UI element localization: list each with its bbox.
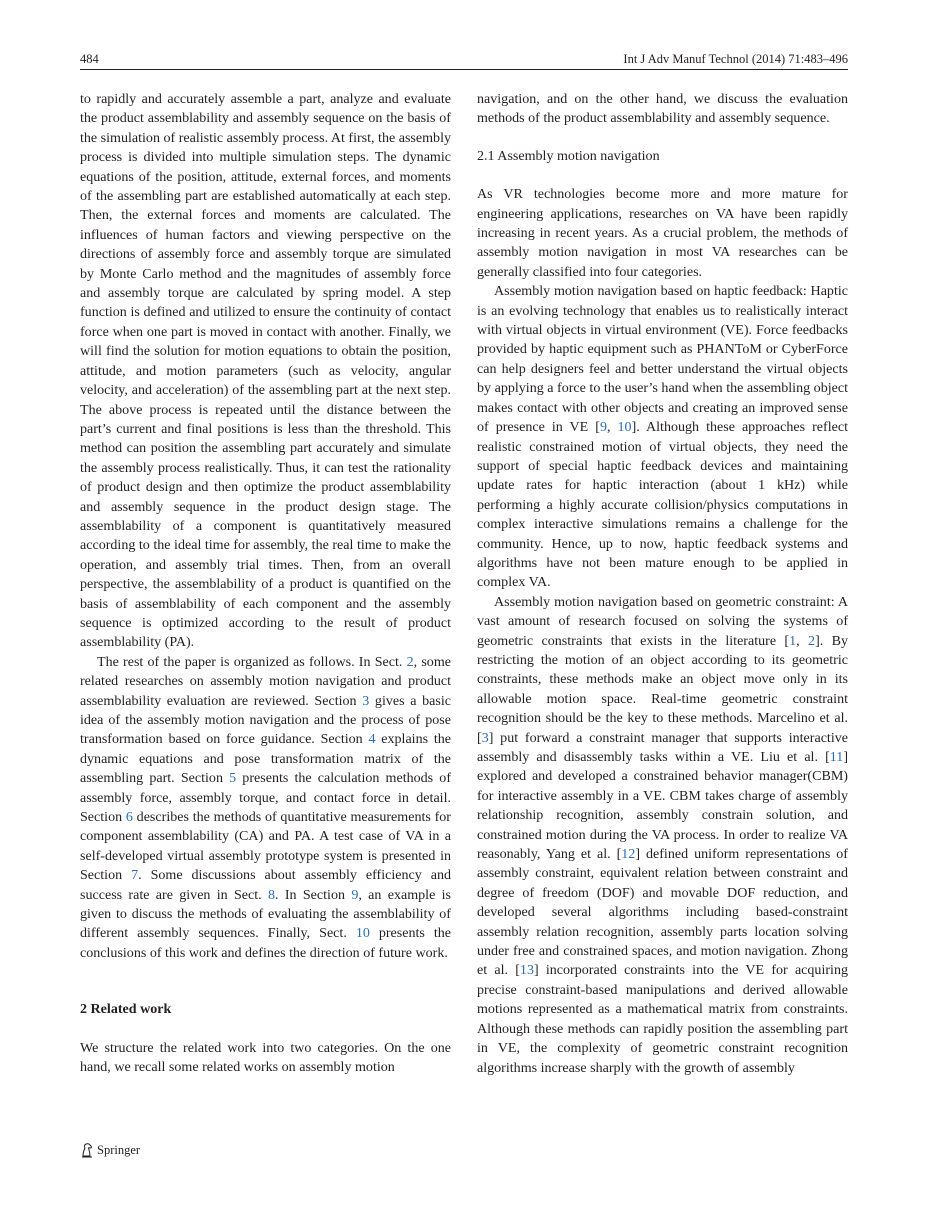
text-run: , [796, 632, 809, 649]
right-paragraph-2: As VR technologies become more and more mature for engineering applications, researches on VA have been rapidly increasing in recent years. As a crucial problem, the methods of assembly motion navigation in most VA researches can be generally classified into four categories. [477, 186, 848, 280]
section-ref-8[interactable]: 8 [268, 886, 276, 903]
citation-ref-13[interactable]: 13 [519, 962, 534, 979]
text-run: explains the dynamic equations and pose transformation matrix of the assembling part. Section [80, 731, 451, 787]
citation-ref-9[interactable]: 9 [599, 419, 607, 436]
text-run: The rest of the paper is organized as follows. In Sect. [97, 653, 407, 670]
journal-citation: Int J Adv Manuf Technol (2014) 71:483–496 [623, 52, 848, 66]
text-run: , some related researches on assembly motion navigation and product assemblability evaluation are reviewed. Section [80, 653, 451, 709]
header-rule [80, 69, 848, 70]
text-run: presents the conclusions of this work and defines the direction of future work. [80, 925, 451, 961]
text-run: ] incorporated constraints into the VE for acquiring precise constraint-based manipulations and derived allowable motions represented as a mathematical matrix from constraints. Although these methods can rapidly position the assembling part in VE, the complexity of geometric constraint recognition algorithms increase sharply with the growth of assembly [477, 962, 848, 1076]
left-paragraph-2 [80, 653, 451, 964]
section-ref-6[interactable]: 6 [125, 809, 133, 826]
text-run: presents the calculation methods of assembly force, assembly torque, and contact force in detail. Section [80, 770, 451, 826]
left-paragraph-1: to rapidly and accurately assemble a part, analyze and evaluate the product assemblability and assembly sequence on the basis of the simulation of realistic assembly process. At first, the assembly process is divided into multiple simulation steps. The dynamic equations of the position, attitude, external forces, and moments of the assembling part are established automatically at each step. Then, the external forces and moments are calculated. The influences of human factors and viewing perspective on the directions of assembly force and assembly torque are simulated by Monte Carlo method and the magnitudes of assembly force and assembly torque are calculated by spring model. A step function is defined and utilized to ensure the continuity of contact force when one part is moved in contact with another. Finally, we will find the solution for motion equations to obtain the position, attitude, and motion parameters (such as velocity, angular velocity, and acceleration) of the assembling part at the next step. The above process is repeated until the distance between the part’s current and final positions is less than the threshold. This method can position the assembling part accurately and simulate the assembly process realistically. Thus, it can test the rationality of product design and then optimize the product assemblability and assembly sequence in the product design stage. The assemblability of a component is quantitatively measured according to the ideal time for assembly, the real time to make the operation, and assembly trial times. Then, from an overall perspective, the assemblability of a product is quantified on the basis of assemblability of each component and the assembly sequence is optimized according to the result of product assemblability (PA). [80, 91, 452, 651]
text-run: Assembly motion navigation based on haptic feedback: Haptic is an evolving technology that enables us to realistically interact with virtual objects in virtual environment (VE). Force feedbacks provided by haptic equipment such as PHANToM or CyberForce can help designers feel and better understand the virtual objects by applying a force to the user’s hand when the assembling object makes contact with other objects and creating an improved sense of presence in VE [ [477, 283, 848, 436]
section-ref-2[interactable]: 2 [406, 653, 414, 670]
citation-ref-12[interactable]: 12 [621, 846, 636, 863]
text-run: Assembly motion navigation based on geometric constraint: A vast amount of research focused on solving the systems of geometric constraints that exists in the literature [ [477, 593, 848, 649]
page-number: 484 [80, 52, 99, 66]
citation-ref-11[interactable]: 11 [829, 749, 844, 765]
citation-ref-3[interactable]: 3 [481, 729, 489, 746]
page-footer [80, 1141, 140, 1159]
citation-ref-1[interactable]: 1 [789, 632, 797, 649]
citation-ref-2[interactable]: 2 [808, 632, 816, 649]
left-paragraph-3: We structure the related work into two categories. On the one hand, we recall some related works on assembly motion [80, 1039, 451, 1076]
right-paragraph-4 [477, 593, 848, 1078]
text-run: ] put forward a constraint manager that supports interactive assembly and disassembly tasks within a VE. Liu et al. [ [477, 729, 848, 765]
text-run: gives a basic idea of the assembly motion navigation and the process of pose transformation based on force guidance. Section [80, 692, 451, 748]
text-run: . Some discussions about assembly efficiency and success rate are given in Sect. [80, 867, 451, 903]
text-run: describes the methods of quantitative measurements for component assemblability (CA) and PA. A test case of VA in a self-developed virtual assembly prototype system is presented in Section [80, 809, 451, 884]
springer-horse-icon [80, 1142, 94, 1158]
right-paragraph-3 [477, 282, 848, 593]
text-run: . In Section [275, 886, 352, 903]
section-ref-4[interactable]: 4 [368, 731, 376, 748]
text-run: , [606, 419, 618, 436]
publisher-name: Springer [97, 1142, 141, 1157]
left-column [80, 90, 451, 1078]
section-heading: 2 Related work [80, 1001, 172, 1018]
section-ref-7[interactable]: 7 [131, 867, 139, 884]
right-paragraph-1: navigation, and on the other hand, we discuss the evaluation methods of the product assemblability and assembly sequence. [477, 91, 848, 127]
text-run: ] defined uniform representations of assembly constraint, equivalent relation between constraint and degree of freedom (DOF) and movable DOF reduction, and developed several algorithms including based-constraint assembly relation recognition, assembly parts location solving under free and constrained spaces, and motion navigation. Zhong et al. [ [477, 846, 848, 979]
text-run: ]. Although these approaches reflect realistic constrained motion of virtual objects, they need the support of special haptic feedback devices and maintaining update rates for haptic interaction (about 1 kHz) while performing a highly accurate collision/physics computations in complex interactive simulations remains a challenge for the community. Hence, up to now, haptic feedback systems and algorithms have not been mature enough to be applied in complex VA. [477, 419, 848, 591]
section-ref-5[interactable]: 5 [229, 770, 237, 787]
text-run: , an example is given to discuss the methods of evaluating the assemblability of different assembly sequences. Finally, Sect. [80, 886, 451, 942]
section-ref-10[interactable]: 10 [355, 925, 370, 942]
section-ref-3[interactable]: 3 [362, 692, 370, 709]
text-run: ] explored and developed a constrained behavior manager(CBM) for interactive assembly in a VE. CBM takes charge of assembly relationship recognition, assembly constrain solution, and constrained motion during the VA process. In order to realize VA reasonably, Yang et al. [ [477, 749, 848, 863]
citation-ref-10[interactable]: 10 [617, 419, 632, 436]
running-header [80, 50, 848, 68]
right-column [477, 90, 848, 1078]
subsection-heading: 2.1 Assembly motion navigation [477, 147, 660, 164]
text-run: ]. By restricting the motion of an object according to its geometric constraints, these methods make an object move only in its allowable motion space. Real-time geometric constraint recognition should be the key to these methods. Marcelino et al. [ [477, 632, 849, 746]
section-ref-9[interactable]: 9 [351, 886, 359, 903]
